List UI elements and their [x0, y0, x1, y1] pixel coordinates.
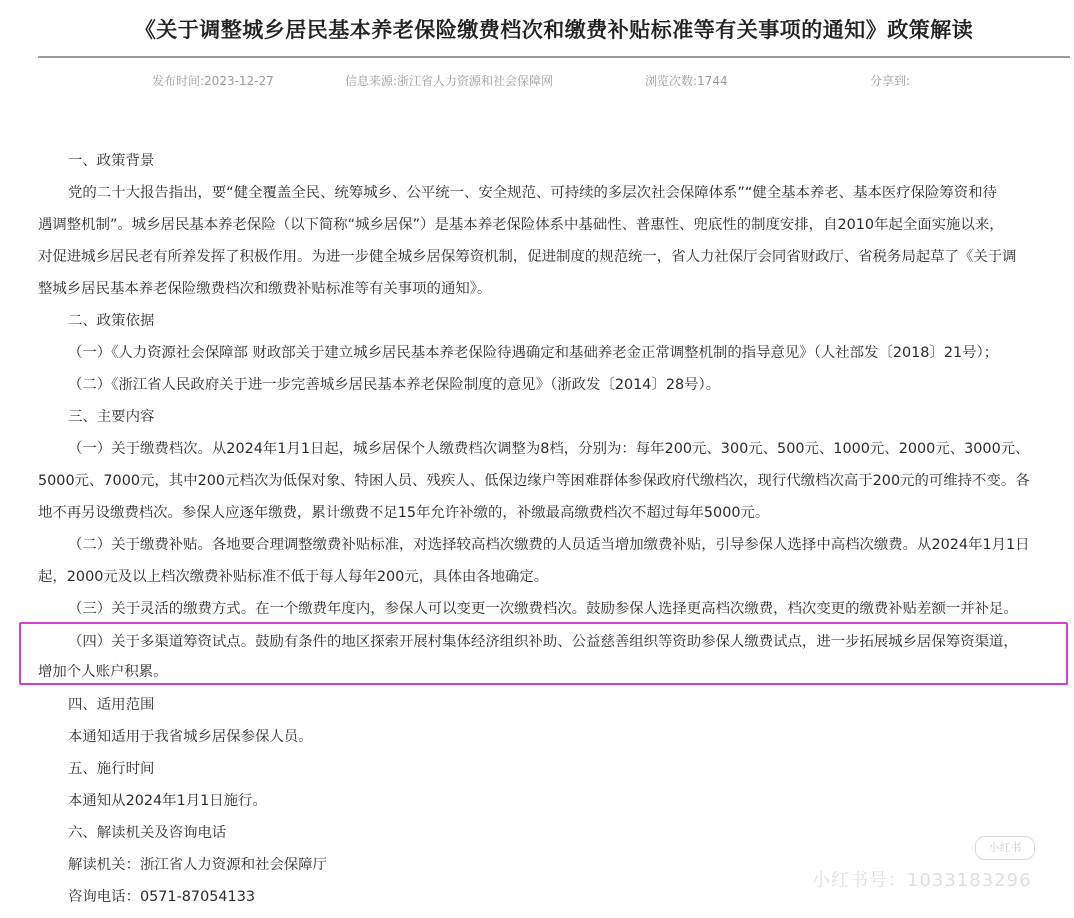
section-heading: 五、施行时间	[68, 761, 155, 777]
section-heading: 三、主要内容	[68, 409, 155, 425]
info-source: 信息来源:浙江省人力资源和社会保障网	[345, 74, 554, 88]
section-heading: 二、政策依据	[68, 313, 155, 329]
paragraph-line: 增加个人账户积累。	[38, 664, 168, 680]
paragraph-line: （一）关于缴费档次。从2024年1月1日起，城乡居保个人缴费档次调整为8档，分别为：每年200元、300元、500元、1000元、2000元、3000元、	[68, 441, 1030, 457]
paragraph-line: 党的二十大报告指出，要“健全覆盖全民、统筹城乡、公平统一、安全规范、可持续的多层次社会保障体系”“健全基本养老、基本医疗保险筹资和待	[68, 185, 997, 201]
section-heading: 一、政策背景	[68, 153, 155, 169]
paragraph-line: 遇调整机制”。城乡居民基本养老保险（以下简称“城乡居保”）是基本养老保险体系中基础性、普惠性、兜底性的制度安排，自2010年起全面实施以来，	[38, 217, 1004, 233]
paragraph-line: 对促进城乡居民老有所养发挥了积极作用。为进一步健全城乡居保筹资机制，促进制度的规范统一，省人力社保厅会同省财政厅、省税务局起草了《关于调	[38, 249, 1017, 265]
section-heading: 四、适用范围	[68, 697, 155, 713]
paragraph-line: 5000元、7000元，其中200元档次为低保对象、特困人员、残疾人、低保边缘户等困难群体参保政府代缴档次，现行代缴档次高于200元的可维持不变。各	[38, 473, 1030, 489]
paragraph-line: 解读机关：浙江省人力资源和社会保障厅	[68, 857, 328, 873]
watermark-badge: 小红书	[975, 836, 1035, 860]
paragraph-line: （四）关于多渠道筹资试点。鼓励有条件的地区探索开展村集体经济组织补助、公益慈善组织等资助参保人缴费试点，进一步拓展城乡居保筹资渠道，	[68, 634, 1018, 650]
paragraph-line: 咨询电话：0571-87054133	[68, 889, 256, 905]
share-label[interactable]: 分享到:	[870, 74, 911, 88]
article-title: 《关于调整城乡居民基本养老保险缴费档次和缴费补贴标准等有关事项的通知》政策解读	[134, 18, 974, 42]
paragraph-line: （一）《人力资源社会保障部 财政部关于建立城乡居民基本养老保险待遇确定和基础养老金正常调整机制的指导意见》（人社部发〔2018〕21号）；	[68, 345, 999, 361]
paragraph-line: 地不再另设缴费档次。参保人应逐年缴费，累计缴费不足15年允许补缴的，补缴最高缴费档次不超过每年5000元。	[38, 505, 770, 521]
paragraph-line: 整城乡居民基本养老保险缴费档次和缴费补贴标准等有关事项的通知》。	[38, 281, 492, 297]
paragraph-line: 本通知适用于我省城乡居保参保人员。	[68, 729, 313, 745]
paragraph-line: 起，2000元及以上档次缴费补贴标准不低于每人每年200元，具体由各地确定。	[38, 569, 549, 585]
publish-date: 发布时间:2023-12-27	[152, 74, 274, 88]
paragraph-line: （二）《浙江省人民政府关于进一步完善城乡居民基本养老保险制度的意见》（浙政发〔2014〕28号）。	[68, 377, 721, 393]
highlight-box	[19, 622, 1068, 685]
section-heading: 六、解读机关及咨询电话	[68, 825, 227, 841]
view-count: 浏览次数:1744	[645, 74, 728, 88]
title-divider	[38, 56, 1070, 58]
paragraph-line: 本通知从2024年1月1日施行。	[68, 793, 267, 809]
paragraph-line: （三）关于灵活的缴费方式。在一个缴费年度内，参保人可以变更一次缴费档次。鼓励参保人选择更高档次缴费，档次变更的缴费补贴差额一并补足。	[68, 601, 1018, 617]
watermark-text: 小红书号：1033183296	[812, 870, 1032, 891]
paragraph-line: （二）关于缴费补贴。各地要合理调整缴费补贴标准，对选择较高档次缴费的人员适当增加缴费补贴，引导参保人选择中高档次缴费。从2024年1月1日	[68, 537, 1030, 553]
